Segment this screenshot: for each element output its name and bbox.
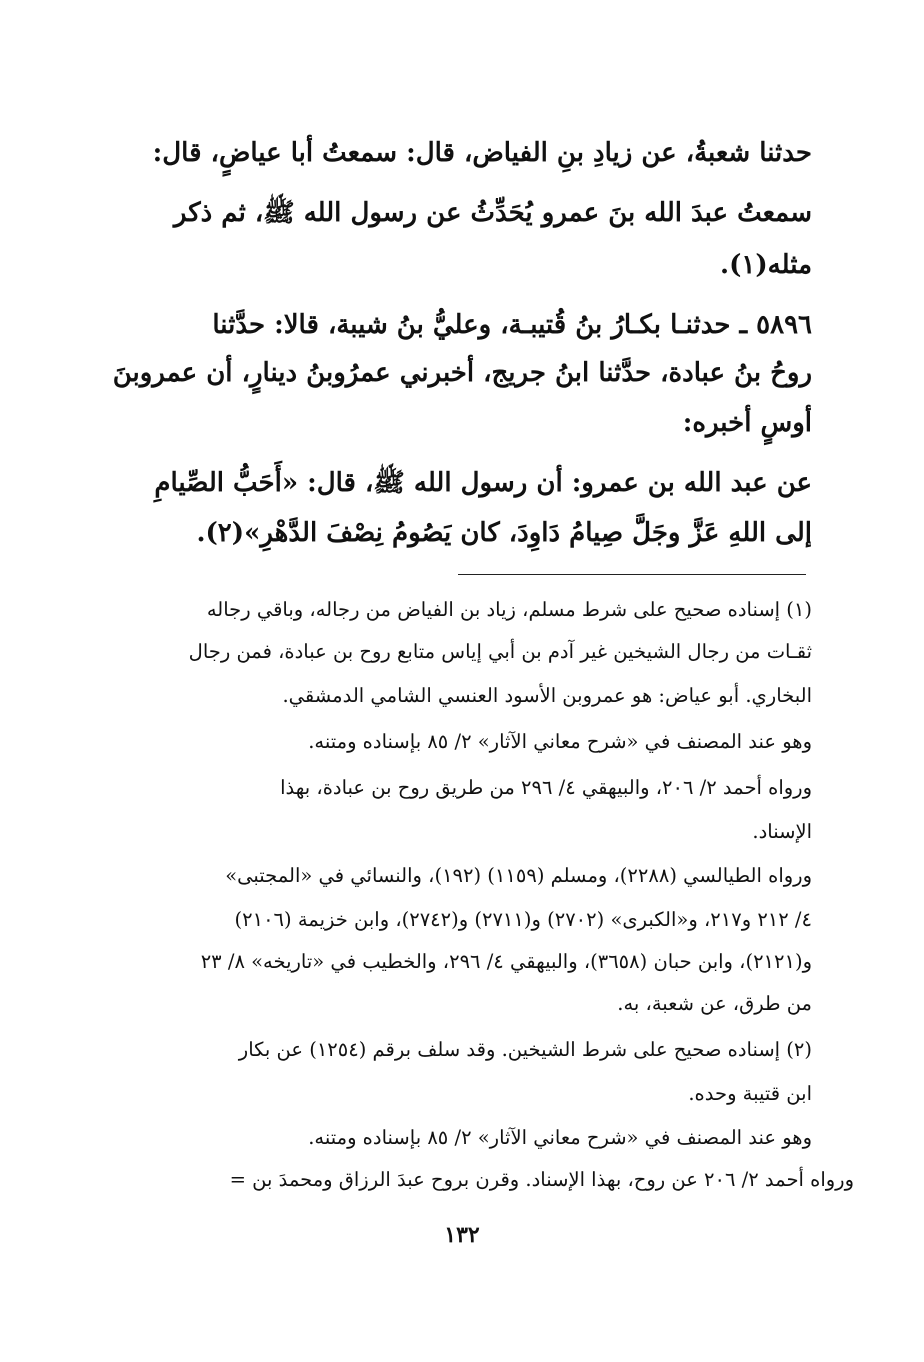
footnote-divider (458, 574, 806, 575)
footnote-line: وهو عند المصنف في «شرح معاني الآثار» ٢/ ٨٥ بإسناده ومتنه. (308, 1126, 812, 1149)
footnote-line: وهو عند المصنف في «شرح معاني الآثار» ٢/ ٨٥ بإسناده ومتنه. (308, 730, 812, 753)
main-text-line: عن عبد الله بن عمرو: أن رسول الله ﷺ، قال: «أَحَبُّ الصِّيامِ (154, 468, 812, 498)
footnote-line: ابن قتيبة وحده. (688, 1082, 812, 1105)
main-text-line: أوسٍ أخبره: (682, 408, 812, 438)
footnote-line: الإسناد. (752, 820, 812, 843)
footnote-line: ٤/ ٢١٢ و٢١٧، و«الكبرى» (٢٧٠٢) و(٢٧١١) و(٢٧٤٢)، وابن خزيمة (٢١٠٦) (234, 908, 812, 931)
footnote-line: (١) إسناده صحيح على شرط مسلم، زياد بن الفياض من رجاله، وباقي رجاله (206, 598, 812, 621)
footnote-line: من طرق، عن شعبة، به. (617, 992, 812, 1015)
main-text-line: مثله(١). (720, 250, 812, 280)
main-text-line: ٥٨٩٦ ـ حدثنـا بكـارُ بنُ قُتيبـة، وعليُّ بنُ شيبة، قالا: حدَّثنا (212, 310, 812, 340)
footnote-line: و(٢١٢١)، وابن حبان (٣٦٥٨)، والبيهقي ٤/ ٢٩٦، والخطيب في «تاريخه» ٨/ ٢٣ (200, 950, 812, 973)
footnote-line: ورواه أحمد ٢/ ٢٠٦، والبيهقي ٤/ ٢٩٦ من طريق روح بن عبادة، بهذا (280, 776, 812, 799)
main-text-line: حدثنا شعبةُ، عن زيادِ بنِ الفياض، قال: سمعتُ أبا عياضٍ، قال: (152, 138, 812, 168)
main-text-line: روحُ بنُ عبادة، حدَّثنا ابنُ جريج، أخبرني عمرُوبنُ دينارٍ، أن عمروبنَ (112, 358, 812, 388)
footnote-line: البخاري. أبو عياض: هو عمروبن الأسود العنسي الشامي الدمشقي. (282, 684, 812, 707)
main-text-line: إلى اللهِ عَزَّ وجَلَّ صِيامُ دَاوِدَ، كان يَصُومُ نِصْفَ الدَّهْرِ»(٢). (196, 518, 812, 548)
footnote-line: ثقـات من رجال الشيخين غير آدم بن أبي إياس متابع روح بن عبادة، فمن رجال (188, 640, 812, 663)
page-number: ١٣٢ (444, 1222, 480, 1248)
main-text-line: سمعتُ عبدَ الله بنَ عمرو يُحَدِّثُ عن رسول الله ﷺ، ثم ذكر (173, 198, 812, 228)
footnote-line: (٢) إسناده صحيح على شرط الشيخين. وقد سلف برقم (١٢٥٤) عن بكار (238, 1038, 812, 1061)
footnote-line: ورواه أحمد ٢/ ٢٠٦ عن روح، بهذا الإسناد. وقرن بروح عبدَ الرزاق ومحمدَ بن = (229, 1168, 854, 1191)
footnote-line: ورواه الطيالسي (٢٢٨٨)، ومسلم (١١٥٩) (١٩٢)، والنسائي في «المجتبى» (225, 864, 812, 887)
